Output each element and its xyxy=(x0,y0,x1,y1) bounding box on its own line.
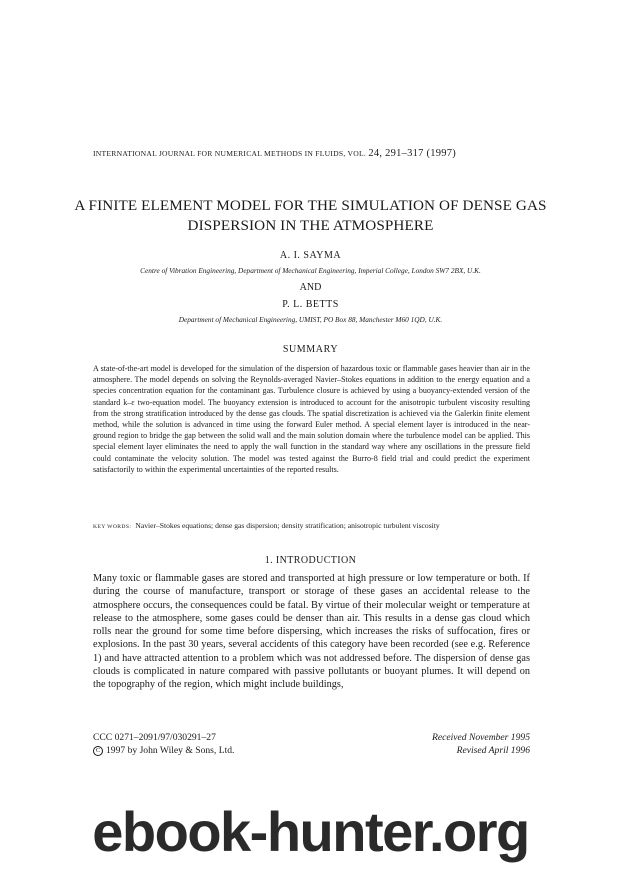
author-1-name: A. I. SAYMA xyxy=(279,250,342,261)
received-date: Received November 1995 xyxy=(431,732,530,743)
keywords-text: Navier–Stokes equations; dense gas dispersion; density stratification; anisotropic turbulent viscosity xyxy=(135,521,440,530)
footer-right xyxy=(432,731,530,757)
journal-name: INTERNATIONAL JOURNAL FOR NUMERICAL METHODS IN FLUIDS, VOL. xyxy=(93,149,367,158)
introduction-text: Many toxic or flammable gases are stored and transported at high pressure or low temperature or both. If during the course of manufacture, transport or storage of these gases an accidental release to the atmosphere occurs, the consequences could be fatal. By virtue of their molecular weight or temperature at release to the atmosphere, some gases could be denser than air. This results in a dense gas cloud which rolls near the ground for some time before dispersing, which increases the risks of suffocation, fires or explosions. In the past 30 years, several accidents of this category have been recorded (see e.g. Reference 1) and have attracted attention to a problem which was not addressed before. The dispersion of dense gas clouds is complicated in nature compared with passive pollutants or buoyant plumes. It will depend on the topography of the region, which might include buildings, xyxy=(93,573,530,690)
journal-header xyxy=(93,148,543,159)
ccc-code: CCC 0271–2091/97/030291–27 xyxy=(93,732,216,743)
abstract-text: A state-of-the-art model is developed for the simulation of the dispersion of hazardous toxic or flammable gases heavier than air in the atmosphere. The model depends on solving the Reynolds-averaged Navier–Stokes equations in addition to the energy equation and a species concentration equation for the contaminant gas. Turbulence closure is achieved by using a buoyancy-extended version of the standard k–ε two-equation model. The buoyancy extension is introduced to account for the anisotropic turbulent viscosity resulting from the strong stratification introduced by the dense gas clouds. The spatial discretization is achieved via the Galerkin finite element method, while the solution is advanced in time using the forward Euler method. A special element layer is introduced in the near-ground region to bridge the gap between the solid wall and the main solution domain where the turbulence model can be applied. This special element layer eliminates the need to apply the wall function in the standard way where any oscillations in the pressure field could contaminate the velocity solution. The model was tested against the Burro-8 field trial and could predict the experiment satisfactorily to within the experimental uncertainties of the reported results. xyxy=(93,364,530,474)
keywords-line xyxy=(93,521,530,530)
revised-date: Revised April 1996 xyxy=(456,745,530,756)
paper-title: A FINITE ELEMENT MODEL FOR THE SIMULATION OF DENSE GAS DISPERSION IN THE ATMOSPHERE xyxy=(74,197,547,234)
copyright-line xyxy=(93,744,234,757)
copyright-text: 1997 by John Wiley & Sons, Ltd. xyxy=(106,745,235,756)
volume-pages: 24, 291–317 (1997) xyxy=(368,148,456,159)
summary-heading: SUMMARY xyxy=(282,344,339,355)
introduction-heading: 1. INTRODUCTION xyxy=(264,555,357,566)
author-2-name: P. L. BETTS xyxy=(282,299,339,310)
author-1-affiliation: Centre of Vibration Engineering, Department of Mechanical Engineering, Imperial College, London SW7 2BX, U.K. xyxy=(140,266,481,275)
and-separator: AND xyxy=(299,282,322,293)
footer-left xyxy=(93,731,234,757)
watermark-text: ebook-hunter.org xyxy=(92,799,529,863)
keywords-label: KEY WORDS: xyxy=(93,524,132,530)
author-2-affiliation: Department of Mechanical Engineering, UMIST, PO Box 88, Manchester M60 1QD, U.K. xyxy=(178,315,443,324)
watermark xyxy=(0,778,621,877)
copyright-icon: C xyxy=(93,746,103,756)
